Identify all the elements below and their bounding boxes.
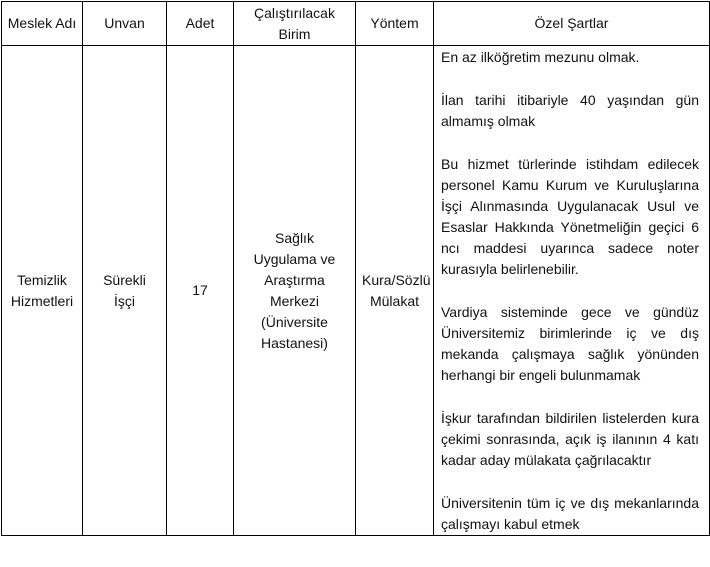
condition-item: En az ilköğretim mezunu olmak. — [441, 49, 640, 65]
header-unvan: Unvan — [83, 2, 167, 46]
cell-birim: Sağlık Uygulama ve Araştırma Merkezi (Üniversite Hastanesi) — [234, 46, 356, 536]
condition-item: Üniversitenin tüm iç ve dış mekanlarında çalışmayı kabul etmek — [441, 495, 699, 532]
condition-item: Bu hizmet türlerinde istihdam edilecek personel Kamu Kurum ve Kuruluşlarına İşçi Alınmasında Uygulanacak Usul ve Esaslar Hakkında Yönetmeliğin geçici 6 ncı maddesi uyarınca sadece noter kurasıyla belirlenebilir. — [441, 156, 699, 277]
table-row — [2, 46, 710, 536]
condition-item: İlan tarihi itibariyle 40 yaşından gün almamış olmak — [441, 92, 699, 129]
header-yontem: Yöntem — [356, 2, 434, 46]
header-meslek-adi: Meslek Adı — [2, 2, 83, 46]
header-row — [2, 2, 710, 46]
cell-yontem: Kura/Sözlü Mülakat — [356, 46, 434, 536]
header-adet: Adet — [167, 2, 234, 46]
cell-meslek-adi: Temizlik Hizmetleri — [2, 46, 83, 536]
header-ozel-sartlar: Özel Şartlar — [434, 2, 710, 46]
condition-item: İşkur tarafından bildirilen listelerden kura çekimi sonrasında, açık iş ilanının 4 katı kadar aday mülakata çağrılacaktır — [441, 410, 699, 468]
header-birim: Çalıştırılacak Birim — [234, 2, 356, 46]
condition-item: Vardiya sisteminde gece ve gündüz Üniversitemiz birimlerinde iç ve dış mekanda çalışmaya sağlık yönünden herhangi bir engeli bulunmamak — [441, 304, 699, 383]
job-posting-table — [1, 1, 710, 536]
cell-unvan: Sürekli İşçi — [83, 46, 167, 536]
cell-ozel-sartlar — [434, 46, 710, 536]
cell-adet: 17 — [167, 46, 234, 536]
